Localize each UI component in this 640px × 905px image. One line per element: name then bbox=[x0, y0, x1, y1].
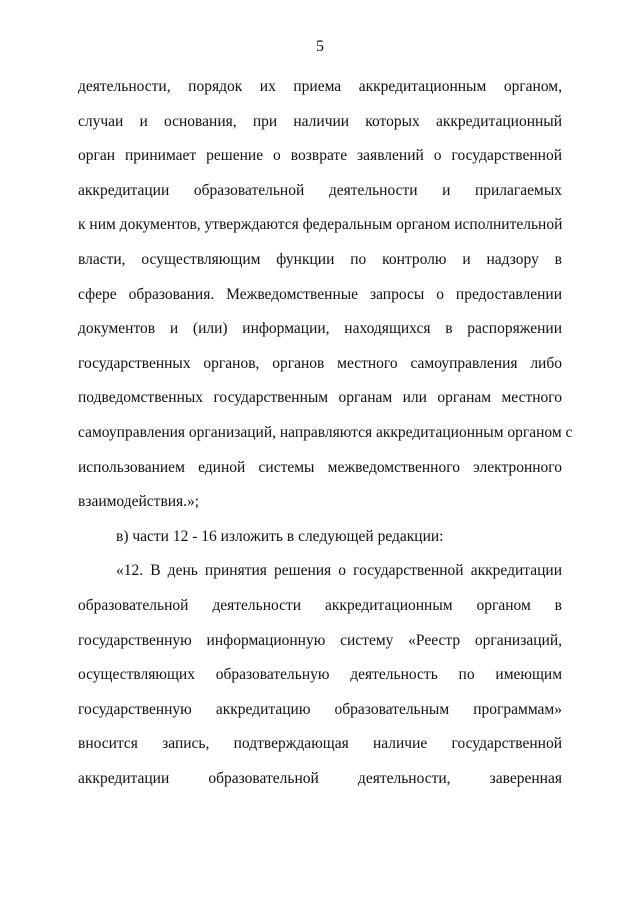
text-line: орган принимает решение о возврате заявлений о государственной bbox=[78, 147, 562, 165]
text-line: государственных органов, органов местного самоуправления либо bbox=[78, 354, 562, 372]
text-line: осуществляющих образовательную деятельность по имеющим bbox=[78, 666, 562, 684]
text-line: вносится запись, подтверждающая наличие государственной bbox=[78, 735, 562, 753]
text-line: использованием единой системы межведомственного электронного bbox=[78, 458, 562, 476]
text-line: образовательной деятельности аккредитационным органом в bbox=[78, 596, 562, 614]
text-line: документов и (или) информации, находящихся в распоряжении bbox=[78, 320, 562, 338]
text-line: государственную аккредитацию образовательным программам» bbox=[78, 700, 562, 718]
text-line: взаимодействия.»; bbox=[78, 493, 200, 511]
text-line: аккредитации образовательной деятельности, заверенная bbox=[78, 769, 562, 787]
text-line: власти, осуществляющим функции по контролю и надзору в bbox=[78, 250, 562, 268]
text-line: сфере образования. Межведомственные запросы о предоставлении bbox=[78, 285, 562, 303]
text-line: случаи и основания, при наличии которых аккредитационный bbox=[78, 112, 562, 130]
text-line: в) части 12 - 16 изложить в следующей редакции: bbox=[116, 527, 444, 545]
text-line: самоуправления организаций, направляются аккредитационным органом с bbox=[78, 423, 573, 441]
text-line: «12. В день принятия решения о государственной аккредитации bbox=[116, 562, 562, 580]
text-line: к ним документов, утверждаются федеральным органом исполнительной bbox=[78, 216, 563, 234]
text-line: деятельности, порядок их приема аккредитационным органом, bbox=[78, 78, 562, 95]
text-line: подведомственных государственным органам или органам местного bbox=[78, 389, 562, 407]
document-body bbox=[78, 74, 573, 800]
text-line: государственную информационную систему «Реестр организаций, bbox=[78, 631, 562, 649]
page-number: 5 bbox=[316, 38, 324, 55]
text-line: аккредитации образовательной деятельности и прилагаемых bbox=[78, 181, 562, 199]
